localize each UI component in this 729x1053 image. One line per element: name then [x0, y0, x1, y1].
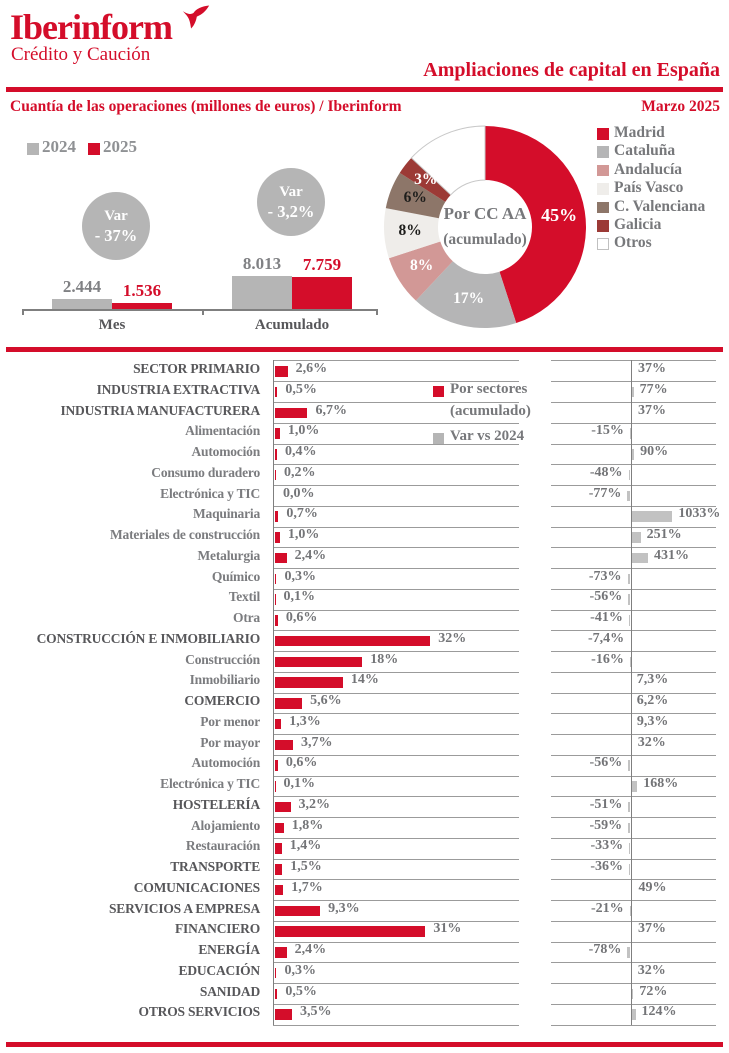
share-value: 14% — [350, 672, 379, 688]
var-bubble-value: - 3,2% — [267, 202, 315, 221]
var-value: -56% — [589, 589, 623, 605]
donut-slice-label: 45% — [541, 205, 578, 226]
sector-label: Por mayor — [200, 734, 260, 750]
sector-label: SERVICIOS A EMPRESA — [108, 900, 260, 916]
var-value: 37% — [637, 361, 666, 376]
share-value: 3,2% — [298, 796, 331, 812]
var-value: -7,4% — [588, 630, 625, 646]
share-value: 1,0% — [287, 423, 320, 439]
date-label: Marzo 2025 — [641, 98, 720, 115]
legend-label: Madrid — [614, 124, 665, 141]
grid-row-line-right — [551, 402, 716, 403]
share-bar — [275, 657, 362, 668]
var-value: -15% — [591, 423, 624, 439]
var-value: -56% — [589, 755, 623, 771]
share-bar — [275, 574, 276, 585]
share-value: 1,8% — [291, 817, 324, 833]
sectors-legend-label: Por sectores — [450, 381, 528, 397]
share-bar — [275, 408, 307, 419]
var-value: 37% — [637, 402, 666, 418]
sector-label: FINANCIERO — [174, 921, 260, 937]
sector-label: Materiales de construcción — [109, 527, 260, 542]
var-value: -33% — [590, 838, 624, 854]
share-value: 2,4% — [294, 942, 327, 957]
legend-label: País Vasco — [614, 179, 684, 197]
donut-slice-label: 8% — [398, 221, 422, 239]
share-value: 0,1% — [283, 589, 315, 605]
sector-label: Alimentación — [185, 423, 260, 439]
share-bar — [275, 553, 287, 564]
var-value: 168% — [643, 776, 679, 791]
var-value: -36% — [590, 859, 624, 874]
var-value: 431% — [653, 547, 689, 563]
sector-label: Otra — [233, 610, 260, 625]
donut-slice-label: 3% — [414, 171, 438, 189]
share-value: 32% — [438, 630, 467, 646]
share-bar — [275, 387, 277, 398]
sector-label: Químico — [211, 568, 260, 584]
share-bar — [275, 864, 282, 875]
sector-label: INDUSTRIA MANUFACTURERA — [60, 402, 260, 418]
sector-label: Alojamiento — [190, 817, 260, 833]
share-bar — [275, 802, 291, 813]
share-bar — [275, 615, 278, 626]
share-value: 18% — [370, 651, 399, 667]
var-value: -73% — [588, 568, 622, 584]
var-value: 72% — [639, 983, 668, 999]
var-bar — [631, 553, 648, 564]
sector-label: Electrónica y TIC — [160, 485, 260, 501]
share-value: 2,6% — [295, 361, 328, 376]
share-value: 1,0% — [287, 527, 320, 542]
var-value: 90% — [640, 444, 669, 459]
sector-label: Restauración — [185, 838, 260, 854]
share-value: 0,4% — [284, 444, 317, 459]
sector-label: Automoción — [191, 755, 260, 771]
donut-slice-label: 8% — [410, 257, 434, 275]
var-value: -21% — [590, 900, 624, 916]
var-bar — [631, 511, 673, 522]
legend-label: Otros — [614, 234, 652, 252]
footer-rule — [6, 1042, 723, 1047]
sector-label: ENERGÍA — [198, 942, 260, 957]
share-bar — [275, 366, 288, 377]
var-value: -77% — [588, 485, 622, 501]
share-bar — [275, 947, 287, 958]
sectors-legend-var-label: Var vs 2024 — [450, 428, 525, 444]
grid-row-line-left — [273, 921, 519, 922]
sector-label: TRANSPORTE — [170, 859, 260, 874]
sector-label: COMUNICACIONES — [133, 879, 260, 895]
share-value: 0,7% — [286, 506, 318, 522]
share-bar — [275, 989, 277, 1000]
legend-label: Galicia — [614, 216, 662, 233]
legend-label-2024: 2024 — [42, 137, 76, 156]
sector-label: OTROS SERVICIOS — [138, 1004, 260, 1020]
var-value: -41% — [590, 610, 623, 625]
share-bar — [275, 449, 277, 460]
sector-label: INDUSTRIA EXTRACTIVA — [96, 381, 260, 397]
var-value: 1033% — [678, 506, 721, 522]
sector-label: COMERCIO — [184, 693, 260, 708]
sector-label: Inmobiliario — [189, 672, 260, 688]
brand-tagline: Crédito y Caución — [11, 44, 151, 65]
share-value: 5,6% — [310, 693, 342, 708]
donut-center-line2: (acumulado) — [443, 231, 527, 248]
donut-center-line1: Por CC AA — [443, 204, 527, 223]
legend-label-2025: 2025 — [103, 137, 137, 156]
grid-row-line-right — [551, 983, 716, 984]
share-value: 0,3% — [284, 568, 316, 584]
share-bar — [275, 1009, 292, 1020]
share-value: 1,7% — [291, 879, 323, 895]
share-bar — [275, 511, 278, 522]
share-bar — [275, 532, 280, 543]
sector-label: Maquinaria — [192, 506, 260, 522]
donut-slice-label: 6% — [403, 189, 427, 207]
sector-label: Consumo duradero — [151, 464, 260, 480]
share-bar — [275, 885, 283, 896]
share-bar — [275, 760, 278, 771]
share-value: 1,3% — [289, 713, 321, 729]
share-value: 0,5% — [285, 983, 317, 999]
category-label-mes: Mes — [98, 317, 126, 333]
var-value: -78% — [588, 942, 622, 957]
share-bar — [275, 698, 302, 709]
sector-label: Textil — [228, 589, 260, 605]
share-bar — [275, 636, 430, 647]
sectors-legend-sublabel: (acumulado) — [450, 403, 531, 419]
var-value: 251% — [646, 527, 682, 542]
sector-label: HOSTELERÍA — [172, 796, 260, 812]
share-bar — [275, 428, 280, 439]
var-axis — [631, 360, 632, 1025]
share-bar — [275, 843, 282, 854]
sector-label: Por menor — [200, 713, 260, 729]
var-value: 9,3% — [636, 713, 669, 729]
grid-row-line-right — [551, 713, 716, 714]
share-value: 3,5% — [299, 1004, 332, 1020]
share-value: 1,5% — [290, 859, 322, 874]
share-bar — [275, 677, 343, 688]
bar-value-2024-mes: 2.444 — [62, 276, 102, 296]
legend-label: Cataluña — [614, 142, 676, 160]
share-value: 6,7% — [315, 402, 347, 418]
var-value: -59% — [589, 817, 623, 833]
var-value: 32% — [637, 962, 666, 978]
legend-label: C. Valenciana — [614, 197, 706, 215]
grid-row-line-right — [551, 1025, 716, 1026]
var-value: 6,2% — [636, 693, 669, 708]
var-value: 77% — [639, 381, 668, 397]
grid-row-line-right — [551, 1004, 716, 1005]
sector-label: Automoción — [191, 444, 260, 459]
sector-label: EDUCACIÓN — [178, 962, 260, 978]
share-axis — [273, 360, 274, 1025]
share-value: 1,4% — [289, 838, 322, 854]
bar-value-2025-mes: 1.536 — [122, 280, 162, 300]
bar-value-2024-acumulado: 8.013 — [242, 254, 282, 273]
var-value: 49% — [638, 879, 667, 895]
share-bar — [275, 906, 320, 917]
chart-subtitle: Cuantía de las operaciones (millones de euros) / Iberinform — [10, 98, 402, 115]
share-bar — [275, 470, 276, 481]
grid-row-line-right — [551, 381, 716, 382]
grid-row-line-right — [551, 693, 716, 694]
share-bar — [275, 719, 281, 730]
grid-row-line-right — [551, 547, 716, 548]
share-value: 9,3% — [328, 900, 360, 916]
sector-label: SANIDAD — [199, 983, 260, 999]
var-value: 37% — [637, 921, 666, 937]
var-value: -48% — [589, 464, 623, 480]
sector-label: Metalurgia — [197, 547, 260, 563]
share-bar — [275, 823, 284, 834]
share-value: 3,7% — [300, 734, 333, 750]
share-value: 0,5% — [285, 381, 317, 397]
share-value: 0,6% — [285, 610, 318, 625]
share-bar — [275, 740, 293, 751]
share-value: 0,3% — [284, 962, 316, 978]
grid-row-line-right — [551, 734, 716, 735]
donut-slice-label: 17% — [453, 290, 485, 308]
share-value: 0,0% — [283, 485, 315, 501]
share-bar — [275, 968, 276, 979]
share-value: 2,4% — [294, 547, 327, 563]
sectors-legend-swatch-red — [433, 386, 444, 397]
category-label-acumulado: Acumulado — [254, 317, 330, 333]
bar-value-2025-acumulado: 7.759 — [302, 255, 342, 275]
var-value: 7,3% — [636, 672, 669, 688]
var-value: -16% — [591, 651, 624, 667]
legend-label: Andalucía — [614, 160, 683, 178]
var-value: 32% — [637, 734, 666, 750]
grid-top-right — [551, 360, 716, 361]
var-bubble-value: - 37% — [94, 226, 138, 245]
var-bar — [631, 532, 641, 543]
var-value: -51% — [589, 796, 623, 812]
var-bubble-title: Var — [104, 208, 128, 224]
sector-label: Construcción — [185, 651, 260, 667]
sector-label: SECTOR PRIMARIO — [133, 361, 260, 376]
share-value: 31% — [433, 921, 462, 937]
sector-label: CONSTRUCCIÓN E INMOBILIARIO — [36, 630, 260, 646]
var-bubble-title: Var — [279, 184, 303, 200]
sector-label: Electrónica y TIC — [160, 776, 260, 791]
share-bar — [275, 926, 425, 937]
var-value: 124% — [641, 1004, 677, 1020]
share-value: 0,2% — [283, 464, 316, 480]
share-value: 0,1% — [283, 776, 315, 791]
share-value: 0,6% — [285, 755, 318, 771]
page-title: Ampliaciones de capital en España — [423, 59, 720, 81]
brand-logo-text: Iberinform — [10, 7, 172, 47]
sectors-legend-swatch-gray — [433, 433, 444, 444]
